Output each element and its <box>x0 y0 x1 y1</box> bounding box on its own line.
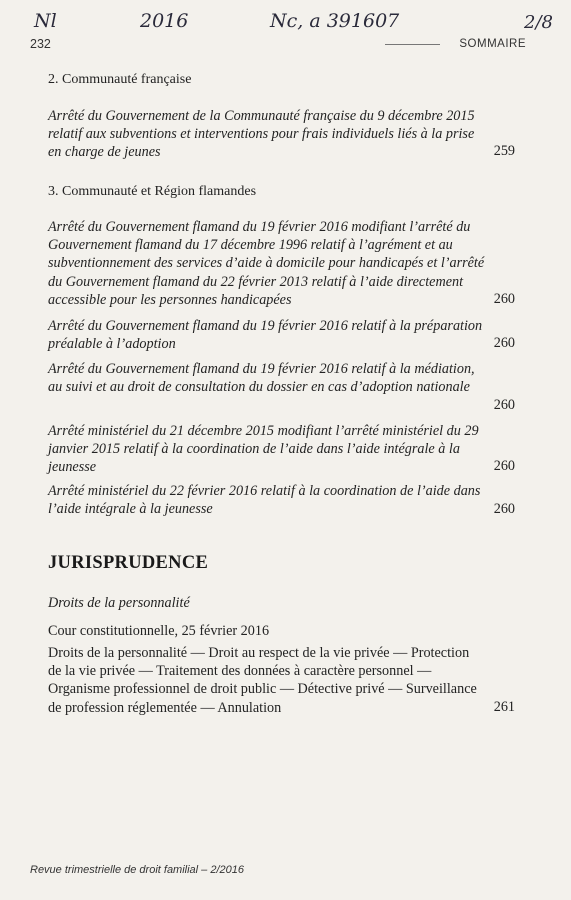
handwritten-annotations <box>30 6 561 36</box>
journal-footer: Revue trimestrielle de droit familial – 2/2016 <box>30 864 244 876</box>
page-number: 232 <box>30 37 51 51</box>
section-heading: 3. Communauté et Région flamandes <box>48 184 257 199</box>
toc-entry: Arrêté du Gouvernement flamand du 19 février 2016 modifiant l’arrêté du Gouvernement flamand du 17 décembre 1996 relatif à l’agrément et au subventionnement des services d’aide à domicile pour handicapés et l’arrêté du Gouvernement flamand du 22 février 2013 relatif à l’aide directement accessible pour les personnes handicapées <box>48 219 485 308</box>
handwritten-note-3: Nc, a 391607 <box>270 10 400 32</box>
decision-summary: Droits de la personnalité — Droit au respect de la vie privée — Protection de la vie privée — Traitement des données à caractère personnel — Organisme professionnel de droit public — Détective privé — Surveillance de profession réglementée — Annulation <box>48 645 477 716</box>
toc-entry: Arrêté du Gouvernement flamand du 19 février 2016 relatif à la préparation préalable à l’adoption <box>48 318 483 353</box>
toc-entry-page: 260 <box>493 458 515 474</box>
toc-entry: Arrêté ministériel du 22 février 2016 relatif à la coordination de l’aide dans l’aide intégrale à la jeunesse <box>48 483 481 518</box>
toc-entry-page: 260 <box>493 501 515 517</box>
toc-entry: Arrêté du Gouvernement de la Communauté française du 9 décembre 2015 relatif aux subventions et interventions pour frais individuels liés à la prise en charge de jeunes <box>48 108 475 161</box>
toc-entry: Arrêté ministériel du 21 décembre 2015 modifiant l’arrêté ministériel du 29 janvier 2015 relatif à la coordination de l’aide dans l’aide intégrale à la jeunesse <box>48 423 479 476</box>
section-heading: 2. Communauté française <box>48 72 192 87</box>
toc-entry-page: 260 <box>493 291 515 307</box>
running-head: SOMMAIRE <box>459 38 526 50</box>
jurisprudence-title: JURISPRUDENCE <box>48 553 209 573</box>
toc-entry-page: 260 <box>493 397 515 413</box>
handwritten-note-4: 2/8 <box>524 12 553 33</box>
handwritten-note-2: 2016 <box>140 10 189 32</box>
header-rule <box>385 44 440 45</box>
toc-entry-page: 259 <box>493 143 515 159</box>
toc-entry-page: 260 <box>493 335 515 351</box>
court-decision: Cour constitutionnelle, 25 février 2016 <box>48 623 270 639</box>
decision-page: 261 <box>493 699 515 715</box>
toc-entry: Arrêté du Gouvernement flamand du 19 février 2016 relatif à la médiation, au suivi et au droit de consultation du dossier en cas d’adoption nationale <box>48 361 475 396</box>
jurisprudence-rubric: Droits de la personnalité <box>48 595 190 611</box>
handwritten-note-1: Nl <box>34 10 57 32</box>
